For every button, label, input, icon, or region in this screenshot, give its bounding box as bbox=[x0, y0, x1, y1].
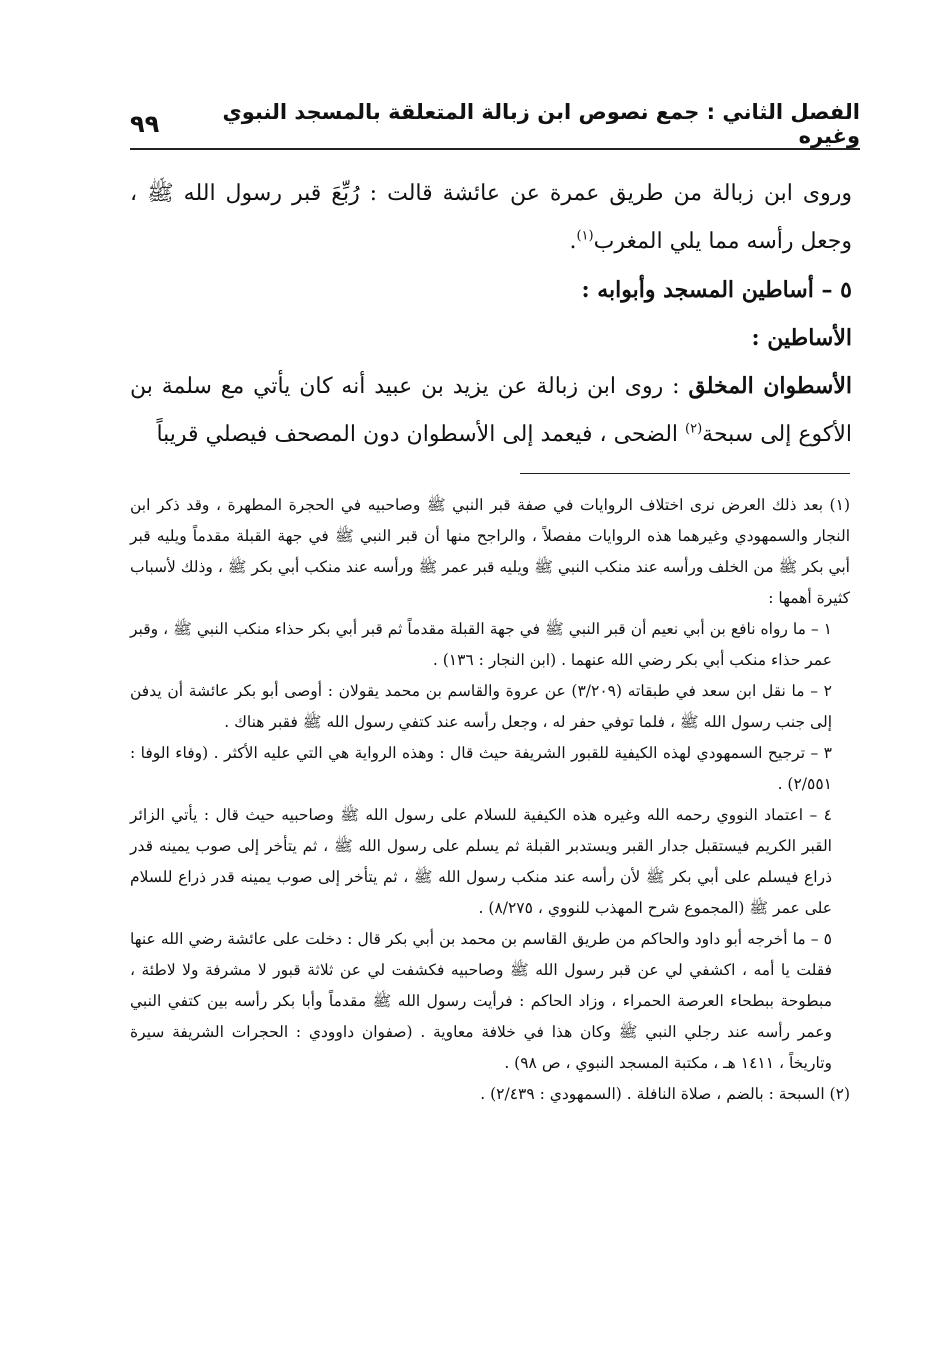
subheading: الأساطين : bbox=[751, 325, 852, 351]
footnote-ref-1: (١) bbox=[576, 228, 594, 244]
main-text bbox=[130, 170, 852, 459]
paragraph-2-text-b: الضحى ، فيعمد إلى الأسطوان دون المصحف فيصلي قريباً bbox=[156, 422, 679, 447]
footnote-2: (٢) السبحة : بالضم ، صلاة النافلة . (السمهودي : ٢/٤٣٩) . bbox=[480, 1085, 850, 1103]
running-title: الفصل الثاني : جمع نصوص ابن زبالة المتعلقة بالمسجد النبوي وغيره bbox=[222, 100, 860, 148]
footnote-1-item-3: ٣ – ترجيح السمهودي لهذه الكيفية للقبور الشريفة حيث قال : وهذه الرواية هي التي عليه الأكثر . (وفاء الوفا : ٢/٥٥١) . bbox=[130, 744, 832, 793]
paragraph-2 bbox=[130, 362, 852, 459]
footnote-ref-2: (٢) bbox=[685, 421, 703, 437]
page-number: ٩٩ bbox=[130, 110, 160, 138]
paragraph-1-text: وروى ابن زبالة من طريق عمرة عن عائشة قالت : رُبِّعَ قبر رسول الله ﷺ ، وجعل رأسه مما يلي المغرب bbox=[130, 181, 852, 254]
footnote-1-item-1: ١ – ما رواه نافع بن أبي نعيم أن قبر النبي ﷺ في جهة القبلة مقدماً ثم قبر أبي بكر حذاء منكب النبي ﷺ ، وقبر عمر حذاء منكب أبي بكر رضي الله عنهما . (ابن النجار : ١٣٦) . bbox=[130, 620, 832, 669]
footnote-1-item-2: ٢ – ما نقل ابن سعد في طبقاته (٣/٢٠٩) عن عروة والقاسم بن محمد يقولان : أوصى أبو بكر عائشة أن يدفن إلى جنب رسول الله ﷺ ، فلما توفي حفر له ، وجعل رأسه عند كتفي رسول الله ﷺ فقبر هناك . bbox=[130, 682, 832, 731]
footnotes bbox=[130, 490, 850, 1110]
paragraph-1 bbox=[130, 170, 852, 266]
footnote-1-intro: (١) بعد ذلك العرض نرى اختلاف الروايات في صفة قبر النبي ﷺ وصاحبيه في الحجرة المطهرة ، وقد ذكر ابن النجار والسمهودي وغيرهما هذه الروايات مفصلاً ، والراجح منها أن قبر النبي ﷺ في جهة القبلة مقدماً ويليه قبر أبي بكر ﷺ من الخلف ورأسه عند منكب النبي ﷺ ويليه قبر عمر ﷺ ورأسه عند منكب أبي بكر ﷺ ، وذلك لأسباب كثيرة أهمها : bbox=[130, 496, 850, 607]
paragraph-2-term: الأسطوان المخلق bbox=[688, 373, 852, 399]
page-header bbox=[130, 100, 860, 148]
footnote-1-item-4: ٤ – اعتماد النووي رحمه الله وغيره هذه الكيفية للسلام على رسول الله ﷺ وصاحبيه حيث قال : يأتي الزائر القبر الكريم فيستقبل جدار القبر ويستدبر القبلة ثم يسلم على رسول الله ﷺ ، ثم يتأخر إلى صوب يمينه قدر ذراع فيسلم على أبي بكر ﷺ لأن رأسه عند منكب رسول الله ﷺ ، ثم يتأخر إلى صوب يمينه قدر ذراع للسلام على عمر ﷺ (المجموع شرح المهذب للنووي ، ٨/٢٧٥) . bbox=[130, 806, 832, 917]
paragraph-1-end: . bbox=[569, 229, 577, 254]
section-heading: ٥ – أساطين المسجد وأبوابه : bbox=[581, 277, 852, 303]
footnote-rule bbox=[520, 473, 850, 474]
footnote-1-item-5: ٥ – ما أخرجه أبو داود والحاكم من طريق القاسم بن محمد بن أبي بكر قال : دخلت على عائشة رضي الله عنها فقلت يا أمه ، اكشفي لي عن قبر رسول الله ﷺ وصاحبيه فكشفت لي عن ثلاثة قبور لا مشرفة ولا لاطئة ، مبطوحة ببطحاء العرصة الحمراء ، وزاد الحاكم : فرأيت رسول الله ﷺ مقدماً وأبا بكر رأسه بين كتفي النبي وعمر رأسه عند رجلي النبي ﷺ وكان هذا في خلافة معاوية . (صفوان داوودي : الحجرات الشريفة سيرة وتاريخاً ، ١٤١١ هـ ، مكتبة المسجد النبوي ، ص ٩٨) . bbox=[130, 930, 832, 1072]
paragraph-2-text-a: : روى ابن زبالة عن يزيد بن عبيد أنه كان يأتي مع سلمة بن الأكوع إلى سبحة bbox=[130, 374, 852, 447]
header-rule bbox=[130, 148, 860, 150]
